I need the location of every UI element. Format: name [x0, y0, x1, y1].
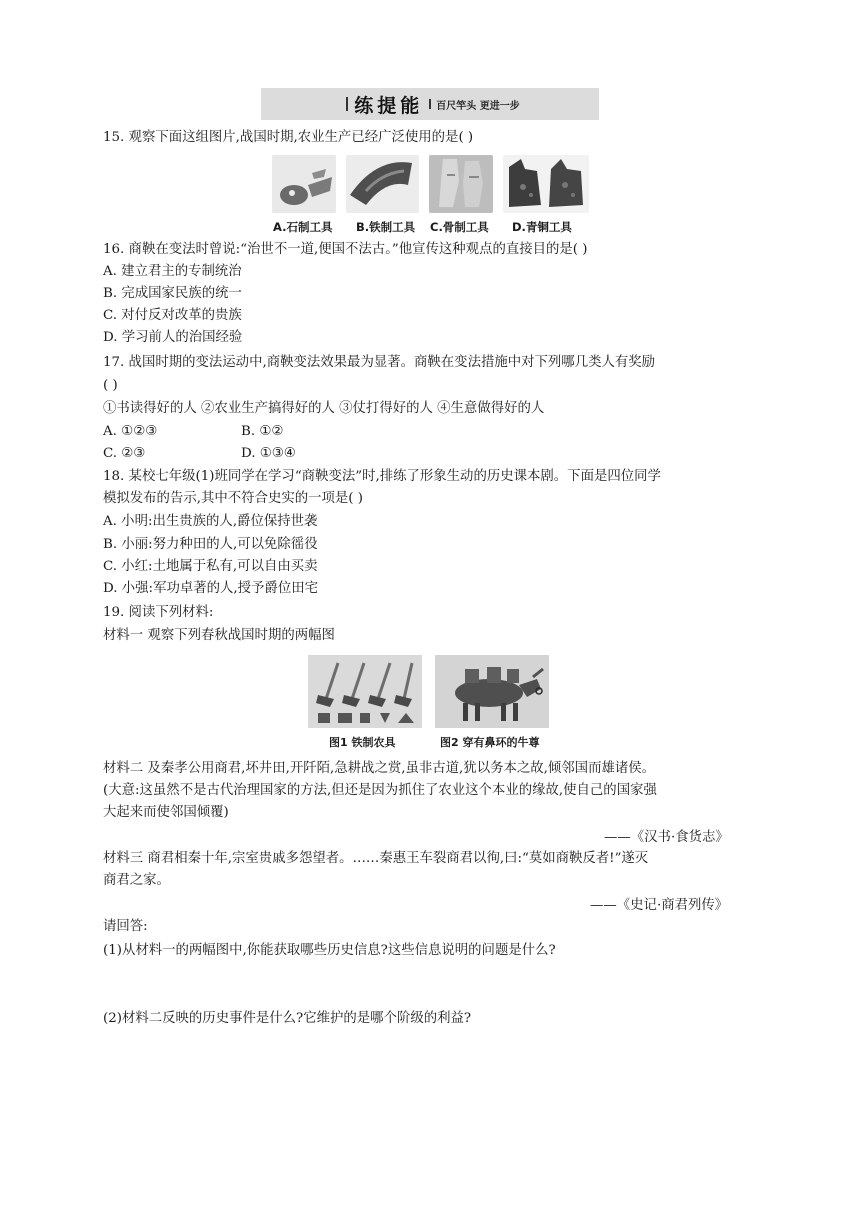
q16-stem: 16. 商鞅在变法时曾说:“治世不一道,便国不法古。”他宣传这种观点的直接目的是( ) [103, 242, 588, 257]
q18-option-a: A. 小明:出生贵族的人,爵位保持世袭 [103, 514, 318, 529]
q17-option-b: B. ①② [241, 424, 284, 439]
banner-subtitle: 百尺竿头 更进一步 [436, 100, 520, 112]
q18-stem-line2: 模拟发布的告示,其中不符合史实的一项是( ) [103, 491, 363, 506]
q17-stem-line2: ( ) [103, 378, 118, 393]
figure2-caption: 图2 穿有鼻环的牛尊 [440, 736, 540, 749]
q15-caption-c: C.骨制工具 [430, 220, 489, 234]
q19-material2-line1: 材料二 及秦孝公用商君,坏井田,开阡陌,急耕战之赏,虽非古道,犹以务本之故,倾邻国而雄诸侯。 [103, 761, 656, 776]
q18-stem-line1: 18. 某校七年级(1)班同学在学习“商鞅变法”时,排练了形象生动的历史课本剧。下面是四位同学 [103, 469, 661, 484]
iron-farm-tools-figure [308, 655, 422, 728]
q19-material3-line2: 商君之家。 [103, 873, 170, 888]
q19-material3-source: ——《史记·商君列传》 [590, 898, 729, 913]
q19-material2-source: ——《汉书·食货志》 [604, 830, 729, 845]
q16-option-a: A. 建立君主的专制统治 [103, 264, 242, 279]
section-banner [261, 88, 599, 120]
banner-bar-left [346, 97, 348, 111]
q15-caption-d: D.青铜工具 [512, 220, 572, 234]
q17-items: ①书读得好的人 ②农业生产搞得好的人 ③仗打得好的人 ④生意做得好的人 [103, 401, 545, 416]
q16-option-d: D. 学习前人的治国经验 [103, 330, 243, 345]
bronze-tool-image [503, 155, 589, 213]
q16-option-b: B. 完成国家民族的统一 [103, 286, 242, 301]
figure1-caption: 图1 铁制农具 [329, 736, 396, 749]
q19-ask: 请回答: [103, 919, 148, 934]
q19-stem: 19. 阅读下列材料: [103, 605, 214, 620]
q17-option-c: C. ②③ [103, 446, 146, 461]
q19-material2-line3: 大起来而使邻国倾覆) [103, 805, 229, 820]
bone-tool-image [429, 155, 493, 213]
banner-bar-mid [429, 99, 431, 109]
q19-material1: 材料一 观察下列春秋战国时期的两幅图 [103, 628, 335, 643]
q17-option-a: A. ①②③ [103, 424, 158, 439]
q19-subquestion-2: (2)材料二反映的历史事件是什么?它维护的是哪个阶级的利益? [103, 1011, 472, 1026]
iron-tool-image [346, 155, 419, 213]
banner-title: 练提能 [354, 94, 424, 117]
q16-option-c: C. 对付反对改革的贵族 [103, 308, 242, 323]
q15-caption-a: A.石制工具 [273, 220, 333, 234]
stone-tool-image [272, 155, 336, 213]
q18-option-c: C. 小红:土地属于私有,可以自由买卖 [103, 559, 318, 574]
ox-zun-figure [435, 655, 549, 728]
q19-subquestion-1: (1)从材料一的两幅图中,你能获取哪些历史信息?这些信息说明的问题是什么? [103, 943, 556, 958]
q15-caption-b: B.铁制工具 [356, 220, 416, 234]
q19-material2-line2: (大意:这虽然不是古代治理国家的方法,但还是因为抓住了农业这个本业的缘故,使自己的国家强 [103, 783, 657, 798]
q19-material3-line1: 材料三 商君相秦十年,宗室贵戚多怨望者。……秦惠王车裂商君以徇,曰:“莫如商鞅反者!”遂灭 [103, 851, 649, 866]
q17-option-d: D. ①③④ [241, 446, 296, 461]
q15-stem: 15. 观察下面这组图片,战国时期,农业生产已经广泛使用的是( ) [103, 130, 474, 145]
q18-option-b: B. 小丽:努力种田的人,可以免除徭役 [103, 537, 318, 552]
q18-option-d: D. 小强:军功卓著的人,授予爵位田宅 [103, 581, 319, 596]
q17-stem-line1: 17. 战国时期的变法运动中,商鞅变法效果最为显著。商鞅在变法措施中对下列哪几类人有奖励 [103, 355, 656, 370]
